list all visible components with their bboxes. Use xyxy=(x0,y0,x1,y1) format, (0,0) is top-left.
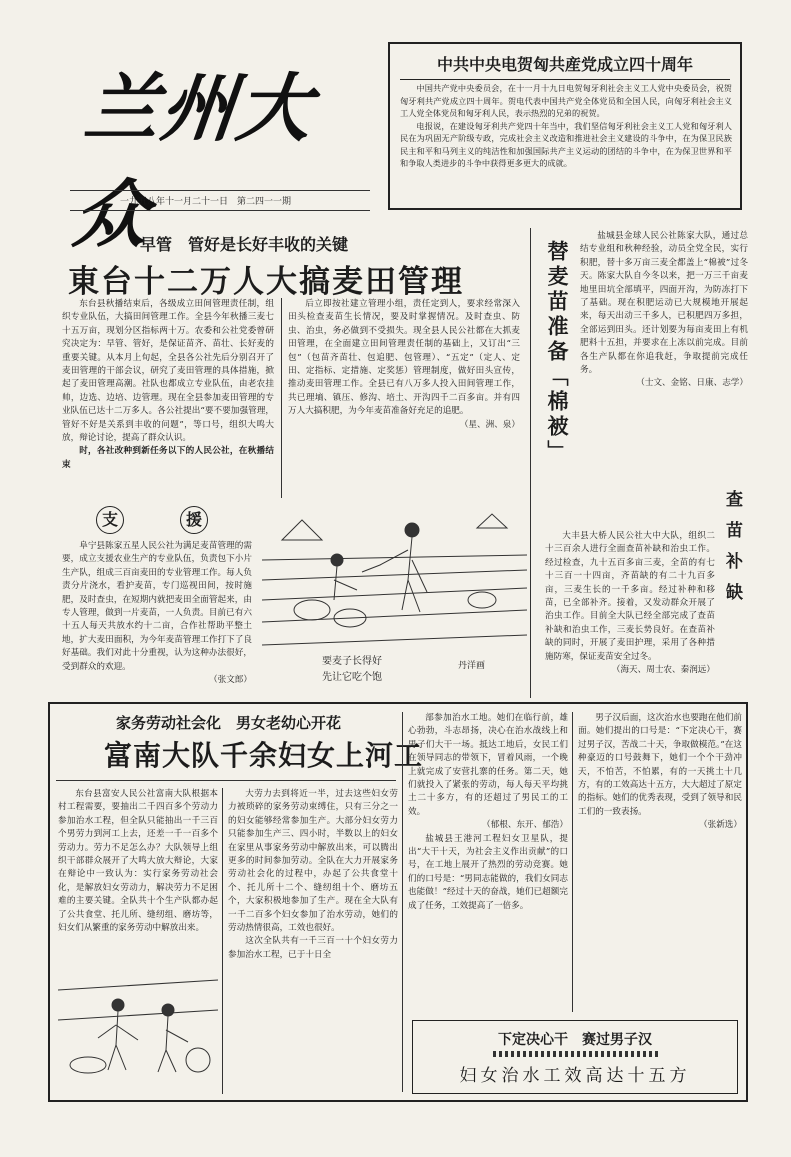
wheat-headline: 東台十二万人大搞麦田管理 xyxy=(68,264,464,300)
congrats-p2: 电报说，在建设匈牙利共产党四十年当中，我们坚信匈牙利社会主义工人党和匈牙利人民在为巩固无产阶级专政，完成社会主义改造和推进社会主义建设的斗争中，在为保卫民族民主和平和马列主义的纯洁性和加强国际共产主义运动的团结的斗争中，在为保卫世界和平和争取人类进步的斗争中获得更多更大的成就。 xyxy=(400,120,732,168)
seedling-text1: 盐城县金球人民公社陈家大队，通过总结专业组和秋种经验，动员全党全民，实行积肥，替十多万亩三麦全都盖上“棉被”过冬天。陈家大队自今冬以来，把一万三千亩麦地里田坑全部填平，四面开沟，为防冻打下了基础。现在积肥运动已大规模地开展起来，每天出动三千多人，已积肥四万多担，全部运到田头。还计划要为每亩麦田上有机肥料十五担，并要求在上冻以前完成。目前各生产队都在你追我赶，争取提前完成任务。 xyxy=(580,231,748,376)
wheat-col2: 后立即按社建立管理小组，责任定到人，要求经常深入田头检查麦苗生长情况，要及时掌握情况。及时查虫、防虫、治虫，务必做到不受损失。现全县人民公社都在大抓麦田管理，在全面建立田间管理责任制的基础上，又订出“三包”（包苗齐苗壮、包追肥、包管理）、“五定”（定人、定田、定指标、定措施、定奖惩）管理制度，做好田头宣传，推动麦田管理工作。全县已有八万多人投入田间管理工作，共已理墒、镇压、修沟、培土、开沟四千二百多亩。并有四万人大搞积肥，为今年麦苗准备好充足的追肥。 xyxy=(288,299,520,417)
seedling-src2: （海天、周士农、秦润远） xyxy=(611,665,715,676)
women-illustration xyxy=(58,950,218,1090)
women-col3: 部参加治水工地。她们在临行前，雄心勃勃，斗志昂扬，决心在治水战线上和男子们大干一场。抵达工地后，女民工们在领导同志的带领下，冒着风雨，一个晚上就完成了安营扎寨的任务。第二天，她们就投入了紧张的劳动，每人每天平均挑土二十多方，有的还超过了男民工的工效。 xyxy=(408,713,568,817)
women-col4-src: （张新选） xyxy=(699,820,742,831)
congrats-p1: 中国共产党中央委员会，在十一月十九日电贺匈牙利社会主义工人党中央委员会，祝贺匈牙利共产党成立四十周年。贺电代表中国共产党全体党员和全国人民，向匈牙利社会主义工人党全体党员和匈牙利人民，表示热烈的兄弟的祝贺。 xyxy=(400,83,732,118)
women-col2: 大劳力去到将近一半，过去这些妇女劳力被琐碎的家务劳动束缚住，只有三分之一的妇女能够经常参加生产。大部分妇女劳力只能参加生产三、四小时，半数以上的妇女在家里从事家务劳动中解放出来，可以腾出更多的时间参加劳动。全队在大力开展家务劳动社会化的过程中，办起了公共食堂十个、托儿所十二个、缝纫组十个、磨坊五个，大家积极地参加了生产。现在全大队有一千二百多个妇女参加了治水劳动，她们的劳动热情很高，工效也很好。 xyxy=(228,789,398,934)
women-col2-end: 这次全队共有一千三百一十个妇女劳力参加治水工程，已于十日全 xyxy=(228,936,398,960)
support-char2: 援 xyxy=(180,506,208,534)
masthead-date: 一九五八年十一月二十一日 第二四一一期 xyxy=(120,197,292,207)
women-headline: 富南大队千余妇女上河工 xyxy=(104,739,424,772)
support-src: （张文郎） xyxy=(209,675,252,686)
masthead-title: 兰州大众 xyxy=(69,66,318,258)
seedling-title2: 查苗补缺 xyxy=(722,490,742,614)
seedling-title: 替麦苗准备「棉被」 xyxy=(545,240,570,465)
women-col4: 男子汉后面，这次治水也要跑在他们前面。她们提出的口号是：“下定决心干，赛过男子汉，苦战二十天，争取做模范。”在这种豪迈的口号鼓舞下，她们一个个干劲冲天，不怕苦，不怕累，有的一天挑土十几方，有的工效高达十五方，大大超过了原定的指标。她们的优秀表现，受到了领导和民工们的一致表扬。 xyxy=(578,713,742,817)
seedling-text2: 大丰县大桥人民公社大中大队，组织二十三百余人进行全面查苗补缺和治虫工作。经过检查，九十五百多亩三麦，全苗的有七十三百一十四亩，齐苗缺的有二十九百多亩，三麦生长的一千多亩。经过补种和移苗，已全部补齐。接着，又发动群众开展了治虫工作。目前全大队已经全部完成了查苗补缺和治虫工作，三麦长势良好。在查苗补缺的同时，开展了麦田护理，采用了各种措施防寒，保证麦苗安全过冬。 xyxy=(545,531,715,662)
illustration-caption-1: 要麦子长得好 xyxy=(322,656,382,667)
wheat-subtitle: 早管 管好是长好丰收的关键 xyxy=(140,235,349,254)
wheat-col2-src: （星、洲、泉） xyxy=(459,419,520,430)
illustration-artist: 丹洋画 xyxy=(458,661,486,671)
support-text: 阜宁县陈家五星人民公社为满足麦苗管理的需要，成立支援农业生产的专业队伍，负责包下小片生产队，组成三百亩麦田的专业管理工作。每人负责分片浇水，看护麦苗，专门巡视田间，按时施肥，及时查虫，在短期内就把麦田全面管起来，由专人管理，做到一片麦苗，一人负责。目前已有六十五人每天共放水约十二亩，合作社帮助平整土地，扩大麦田面积，为今年麦苗管理工作打下了良好基础。我们对此十分重视，认为这种办法很好，受到群众的欢迎。 xyxy=(62,541,252,672)
women-slogan-box xyxy=(412,1020,738,1094)
women-drawing xyxy=(58,950,218,1090)
farm-drawing xyxy=(262,500,527,650)
women-col3b: 盐城县王港河工程妇女卫星队，提出“大干十天，为社会主义作出贡献”的口号，在工地上展开了热烈的劳动竞赛。她们的口号是：“男同志能做的，我们女同志也能做！”经过十天的奋战，她们已超额完成了任务，工效提高了一倍多。 xyxy=(408,833,568,911)
support-heading xyxy=(88,504,258,534)
support-char1: 支 xyxy=(96,506,124,534)
congrats-headline: 中共中央电贺匈共産党成立四十周年 xyxy=(400,52,730,80)
seedling-src1: （士文、金铭、日康、志学） xyxy=(636,378,748,389)
women-col1: 东台县富安人民公社富南大队根据本村工程需要，要抽出二千四百多个劳动力参加治水工程，但全队只能抽出一千三百个男劳力到河工上去，还差一千一百多个劳动力。劳力不足怎么办？大队领导上组织干部群众展开了大鸣大放大辩论，大家在辩论中一致认为：实行家务劳动社会化，是解放妇女劳动力，解决劳力不足困难的主要关键。全队共十个生产队都办起了公共食堂、托儿所、缝纫组、磨坊等，妇女们从繁重的家务劳动中解放出来。 xyxy=(58,789,218,934)
women-subtitle: 家务劳动社会化 男女老幼心开花 xyxy=(116,714,342,732)
wheat-col1-tail: 时，各社改种到新任务以下的人民公社，在秋播结束 xyxy=(62,446,274,470)
farm-illustration xyxy=(262,500,527,690)
women-col3-src: （郁根、东开、郁浩） xyxy=(482,820,568,831)
wheat-col1: 东台县秋播结束后，各级成立田间管理责任制，组织专业队伍，大搞田间管理工作。全县今年秋播三麦七十五万亩，现划分区指标两十万。农委和公社党委曾研究决定为：早管、管好，是保证苗齐、苗壮、长好麦的重要关键。从本月上旬起，全县各公社先后分别召开了麦田管理的干部会议，研究了麦田管理的具体措施，掀起了麦田管理高潮。社队也都成立专业队伍，由老农挂帅，边选、边培、边管理。现在全县参加麦田管理的专业队伍已达十二万多人。各公社提出“要不要加强管理，管好不好是关系到丰收的问题”，等口号，组织大鸣大放，辩论讨论，提高了群众认识。 xyxy=(62,299,274,444)
women-slogan-line2: 妇女治水工效高达十五方 xyxy=(459,1066,691,1086)
congrats-box xyxy=(388,42,742,210)
women-slogan-line1: 下定决心干 赛过男子汉 xyxy=(498,1032,652,1048)
illustration-caption-2: 先让它吃个饱 xyxy=(322,672,382,683)
